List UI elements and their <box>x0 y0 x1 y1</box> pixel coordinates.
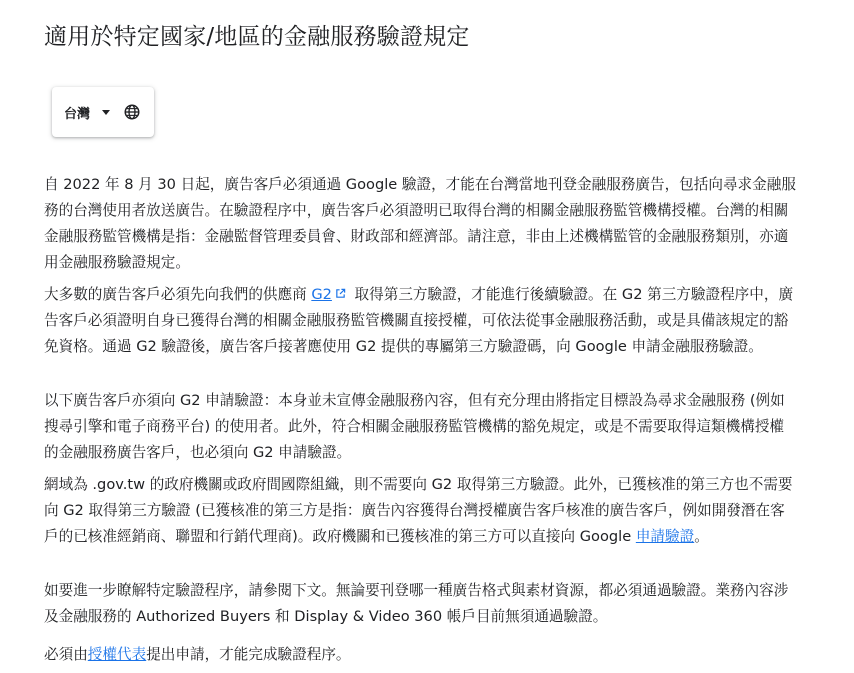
paragraph-text: 取得第三方驗證，才能進行後續驗證。在 G2 第三方驗證程序中，廣告客戶必須證明自身已獲得台灣的相關金融服務監管機關直接授權，可依法從事金融服務活動，或是具備該規定的豁免資格。通過 G2 驗證後，廣告客戶接著應使用 G2 提供的專屬第三方驗證碼，向 Google 申請金融服務驗證。 <box>44 286 794 355</box>
paragraph-effective-date: 自 2022 年 8 月 30 日起，廣告客戶必須通過 Google 驗證，才能在台灣當地刊登金融服務廣告，包括向尋求金融服務的台灣使用者放送廣告。在驗證程序中，廣告客戶必須證明已取得台灣的相關金融服務監管機構授權。台灣的相關金融服務監管機構是指：金融監督管理委員會、財政部和經濟部。請注意，非由上述機構監管的金融服務類別，亦適用金融服務驗證規定。 <box>44 176 796 271</box>
paragraph-g2-verification <box>44 282 796 360</box>
paragraph-text: 網域為 .gov.tw 的政府機關或政府間國際組織，則不需要向 G2 取得第三方驗證。此外，已獲核准的第三方也不需要向 G2 取得第三方驗證 (已獲核准的第三方是指：廣告內容獲得台灣授權廣告客戶核准的廣告客戶，例如開發潛在客戶的已核准經銷商、聯盟和行銷代理商)。政府機關和已獲核准的第三方可以直接向 Google <box>44 476 793 545</box>
external-link-icon <box>335 288 346 299</box>
arrow-drop-down-icon <box>102 110 110 115</box>
country-picker-label: 台灣 <box>64 106 91 122</box>
g2-link[interactable]: G2 <box>311 286 332 303</box>
country-picker[interactable] <box>52 87 154 137</box>
page-title: 適用於特定國家/地區的金融服務驗證規定 <box>44 24 470 50</box>
paragraph-text: 。 <box>694 528 709 545</box>
globe-icon <box>123 103 141 121</box>
paragraph-g2-required: 以下廣告客戶亦須向 G2 申請驗證：本身並未宣傳金融服務內容，但有充分理由將指定目標設為尋求金融服務 (例如搜尋引擎和電子商務平台) 的使用者。此外，符合相關金融服務監管機構的豁免規定，或是不需要取得這類機構授權的金融服務廣告客戶，也必須向 G2 申請驗證。 <box>44 392 785 461</box>
paragraph-more-info: 如要進一步瞭解特定驗證程序，請參閱下文。無論要刊登哪一種廣告格式與素材資源，都必須通過驗證。業務內容涉及金融服務的 Authorized Buyers 和 Display & Video 360 帳戶目前無須通過驗證。 <box>44 582 789 625</box>
authorized-representative-link[interactable]: 授權代表 <box>87 646 147 663</box>
paragraph-text: 大多數的廣告客戶必須先向我們的供應商 <box>44 286 312 303</box>
paragraph-text: 提出申請，才能完成驗證程序。 <box>146 646 351 663</box>
apply-verification-link[interactable]: 申請驗證 <box>635 528 695 545</box>
paragraph-exemptions <box>44 472 796 550</box>
paragraph-text: 必須由 <box>44 646 88 663</box>
paragraph-authorized-rep <box>44 642 796 668</box>
